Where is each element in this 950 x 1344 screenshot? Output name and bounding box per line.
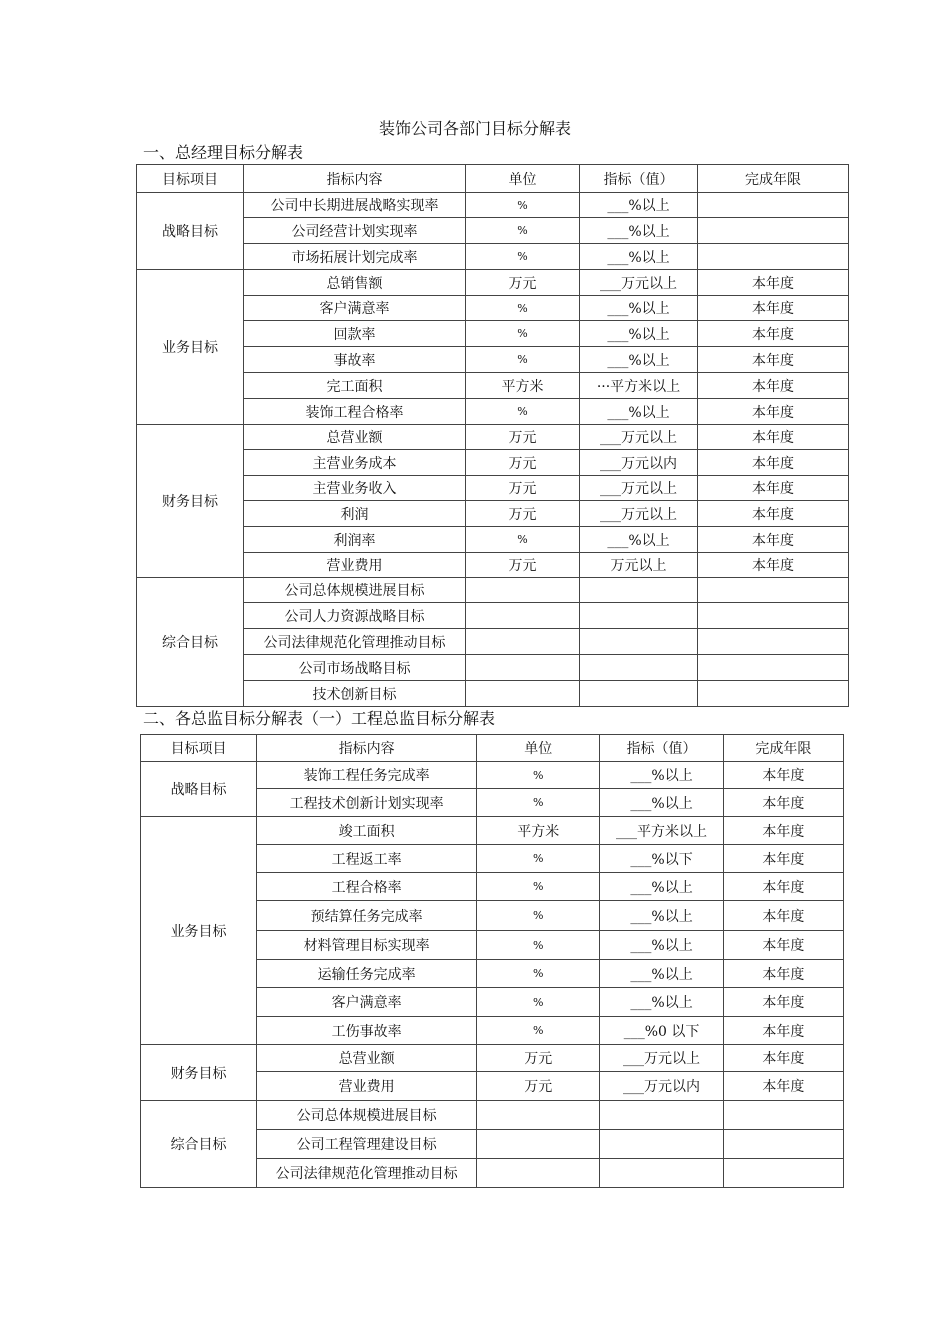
unit-cell — [477, 1130, 600, 1159]
table-header-row — [141, 735, 844, 762]
deadline-cell — [698, 244, 849, 270]
group-name-cell: 综合目标 — [137, 578, 244, 707]
deadline-cell: 本年度 — [723, 960, 843, 988]
deadline-cell: 本年度 — [723, 817, 843, 845]
header-target-item: 目标项目 — [137, 165, 244, 193]
indicator-value-cell: ___万元以上 — [580, 501, 698, 527]
indicator-content-cell: 公司市场战略目标 — [244, 655, 466, 681]
deadline-cell — [698, 578, 849, 603]
indicator-content-cell: 工程返工率 — [257, 845, 477, 873]
deadline-cell — [723, 1159, 843, 1188]
unit-cell: % — [466, 244, 580, 270]
unit-cell: % — [466, 399, 580, 425]
indicator-value-cell: ___万元以内 — [600, 1072, 723, 1101]
unit-cell: 万元 — [477, 1045, 600, 1072]
indicator-value-cell: ___%以上 — [600, 901, 723, 931]
table-row — [141, 762, 844, 789]
indicator-content-cell: 公司总体规模进展目标 — [257, 1101, 477, 1130]
indicator-content-cell: 公司中长期进展战略实现率 — [244, 193, 466, 218]
deadline-cell — [723, 1130, 843, 1159]
deadline-cell: 本年度 — [698, 450, 849, 476]
unit-cell: 万元 — [477, 1072, 600, 1101]
table-row — [137, 450, 849, 476]
table-row — [137, 655, 849, 681]
indicator-content-cell: 利润率 — [244, 527, 466, 553]
indicator-value-cell: ___%以上 — [580, 218, 698, 244]
deadline-cell: 本年度 — [698, 321, 849, 347]
deadline-cell: 本年度 — [723, 1045, 843, 1072]
indicator-content-cell: 工伤事故率 — [257, 1017, 477, 1045]
indicator-value-cell: ___%以上 — [580, 244, 698, 270]
indicator-content-cell: 市场拓展计划完成率 — [244, 244, 466, 270]
unit-cell: % — [477, 762, 600, 789]
deadline-cell: 本年度 — [723, 931, 843, 960]
deadline-cell: 本年度 — [698, 347, 849, 373]
deadline-cell: 本年度 — [698, 553, 849, 578]
indicator-value-cell: ___万元以上 — [580, 270, 698, 296]
deadline-cell: 本年度 — [723, 762, 843, 789]
unit-cell — [466, 681, 580, 707]
table-row — [137, 578, 849, 603]
indicator-value-cell: ___%以上 — [600, 931, 723, 960]
indicator-value-cell: ___%以上 — [580, 527, 698, 553]
table-row — [137, 553, 849, 578]
indicator-value-cell: ___万元以上 — [580, 476, 698, 501]
deadline-cell: 本年度 — [698, 270, 849, 296]
table-row — [137, 193, 849, 218]
indicator-value-cell — [580, 578, 698, 603]
table-header-row — [137, 165, 849, 193]
indicator-content-cell: 公司工程管理建设目标 — [257, 1130, 477, 1159]
deadline-cell: 本年度 — [723, 901, 843, 931]
table-row — [137, 681, 849, 707]
indicator-value-cell: ___%以上 — [580, 296, 698, 321]
group-name-cell: 财务目标 — [141, 1045, 257, 1101]
unit-cell: % — [477, 960, 600, 988]
unit-cell: % — [466, 527, 580, 553]
indicator-content-cell: 总营业额 — [257, 1045, 477, 1072]
unit-cell: 万元 — [466, 476, 580, 501]
indicator-content-cell: 营业费用 — [244, 553, 466, 578]
indicator-content-cell: 装饰工程任务完成率 — [257, 762, 477, 789]
deadline-cell — [698, 603, 849, 629]
indicator-value-cell — [580, 603, 698, 629]
table-row — [137, 527, 849, 553]
indicator-value-cell: ___%以下 — [600, 845, 723, 873]
unit-cell: % — [466, 218, 580, 244]
deadline-cell: 本年度 — [698, 373, 849, 399]
unit-cell: % — [466, 296, 580, 321]
unit-cell: 平方米 — [466, 373, 580, 399]
unit-cell — [466, 603, 580, 629]
indicator-value-cell: ___%以上 — [600, 762, 723, 789]
table-row — [137, 399, 849, 425]
section2-heading: 二、各总监目标分解表（一）工程总监目标分解表 — [143, 709, 496, 728]
deadline-cell — [698, 655, 849, 681]
indicator-value-cell: ___%以上 — [600, 789, 723, 817]
deadline-cell — [698, 681, 849, 707]
table-row — [137, 629, 849, 655]
header-indicator-value: 指标（值） — [600, 735, 723, 762]
group-name-cell: 战略目标 — [141, 762, 257, 817]
indicator-content-cell: 公司法律规范化管理推动目标 — [244, 629, 466, 655]
unit-cell — [477, 1101, 600, 1130]
indicator-content-cell: 主营业务收入 — [244, 476, 466, 501]
table-row — [141, 1101, 844, 1130]
indicator-value-cell: ___%以上 — [600, 960, 723, 988]
unit-cell: % — [477, 1017, 600, 1045]
unit-cell: % — [466, 321, 580, 347]
table-row — [137, 296, 849, 321]
indicator-content-cell: 公司总体规模进展目标 — [244, 578, 466, 603]
header-unit: 单位 — [466, 165, 580, 193]
unit-cell: % — [466, 193, 580, 218]
header-indicator-content: 指标内容 — [244, 165, 466, 193]
deadline-cell: 本年度 — [698, 476, 849, 501]
indicator-value-cell — [600, 1130, 723, 1159]
indicator-value-cell: ___%以上 — [580, 399, 698, 425]
section1-heading: 一、总经理目标分解表 — [143, 143, 304, 162]
deadline-cell — [723, 1101, 843, 1130]
gm-target-table — [136, 164, 849, 707]
unit-cell: % — [477, 873, 600, 901]
indicator-content-cell: 公司法律规范化管理推动目标 — [257, 1159, 477, 1188]
engineering-director-target-table — [140, 734, 844, 1188]
indicator-value-cell: ___万元以上 — [580, 425, 698, 450]
table-row — [137, 501, 849, 527]
group-name-cell: 综合目标 — [141, 1101, 257, 1188]
indicator-value-cell: ___万元以上 — [600, 1045, 723, 1072]
indicator-content-cell: 装饰工程合格率 — [244, 399, 466, 425]
indicator-content-cell: 预结算任务完成率 — [257, 901, 477, 931]
group-name-cell: 战略目标 — [137, 193, 244, 270]
table-row — [137, 244, 849, 270]
table-row — [137, 270, 849, 296]
indicator-content-cell: 总销售额 — [244, 270, 466, 296]
unit-cell: 万元 — [466, 553, 580, 578]
indicator-value-cell: ___万元以内 — [580, 450, 698, 476]
deadline-cell: 本年度 — [723, 1017, 843, 1045]
unit-cell — [466, 629, 580, 655]
unit-cell: 万元 — [466, 501, 580, 527]
deadline-cell: 本年度 — [723, 988, 843, 1017]
header-deadline: 完成年限 — [723, 735, 843, 762]
table-row — [137, 373, 849, 399]
unit-cell: 万元 — [466, 270, 580, 296]
indicator-content-cell: 客户满意率 — [257, 988, 477, 1017]
unit-cell: % — [477, 901, 600, 931]
unit-cell — [466, 655, 580, 681]
indicator-value-cell: ___%以上 — [580, 193, 698, 218]
table-row — [141, 1045, 844, 1072]
deadline-cell: 本年度 — [698, 501, 849, 527]
header-unit: 单位 — [477, 735, 600, 762]
indicator-value-cell — [600, 1101, 723, 1130]
indicator-content-cell: 工程合格率 — [257, 873, 477, 901]
indicator-content-cell: 营业费用 — [257, 1072, 477, 1101]
indicator-content-cell: 回款率 — [244, 321, 466, 347]
deadline-cell: 本年度 — [698, 527, 849, 553]
table-row — [137, 347, 849, 373]
indicator-value-cell — [600, 1159, 723, 1188]
header-deadline: 完成年限 — [698, 165, 849, 193]
indicator-content-cell: 运输任务完成率 — [257, 960, 477, 988]
unit-cell — [477, 1159, 600, 1188]
document-title: 装饰公司各部门目标分解表 — [378, 119, 571, 138]
table-row — [137, 218, 849, 244]
indicator-content-cell: 客户满意率 — [244, 296, 466, 321]
table-row — [137, 476, 849, 501]
deadline-cell — [698, 193, 849, 218]
indicator-content-cell: 事故率 — [244, 347, 466, 373]
deadline-cell: 本年度 — [698, 399, 849, 425]
unit-cell — [466, 578, 580, 603]
table-row — [137, 321, 849, 347]
deadline-cell: 本年度 — [698, 425, 849, 450]
group-name-cell: 业务目标 — [137, 270, 244, 425]
table-row — [141, 817, 844, 845]
indicator-value-cell: ___%0 以下 — [600, 1017, 723, 1045]
unit-cell: % — [477, 931, 600, 960]
unit-cell: 万元 — [466, 425, 580, 450]
indicator-content-cell: 工程技术创新计划实现率 — [257, 789, 477, 817]
indicator-content-cell: 主营业务成本 — [244, 450, 466, 476]
indicator-content-cell: 总营业额 — [244, 425, 466, 450]
header-target-item: 目标项目 — [141, 735, 257, 762]
unit-cell: % — [477, 789, 600, 817]
deadline-cell — [698, 629, 849, 655]
indicator-value-cell: ___平方米以上 — [600, 817, 723, 845]
unit-cell: 平方米 — [477, 817, 600, 845]
table-row — [137, 425, 849, 450]
deadline-cell: 本年度 — [698, 296, 849, 321]
header-indicator-content: 指标内容 — [257, 735, 477, 762]
indicator-value-cell — [580, 629, 698, 655]
deadline-cell: 本年度 — [723, 1072, 843, 1101]
indicator-value-cell: ___%以上 — [580, 347, 698, 373]
deadline-cell: 本年度 — [723, 789, 843, 817]
indicator-content-cell: 竣工面积 — [257, 817, 477, 845]
indicator-value-cell: ___%以上 — [580, 321, 698, 347]
group-name-cell: 业务目标 — [141, 817, 257, 1045]
indicator-content-cell: 技术创新目标 — [244, 681, 466, 707]
deadline-cell — [698, 218, 849, 244]
unit-cell: 万元 — [466, 450, 580, 476]
indicator-content-cell: 材料管理目标实现率 — [257, 931, 477, 960]
deadline-cell: 本年度 — [723, 873, 843, 901]
deadline-cell: 本年度 — [723, 845, 843, 873]
indicator-content-cell: 完工面积 — [244, 373, 466, 399]
indicator-content-cell: 公司经营计划实现率 — [244, 218, 466, 244]
indicator-value-cell: ···平方米以上 — [580, 373, 698, 399]
indicator-content-cell: 公司人力资源战略目标 — [244, 603, 466, 629]
table-row — [137, 603, 849, 629]
indicator-content-cell: 利润 — [244, 501, 466, 527]
indicator-value-cell: 万元以上 — [580, 553, 698, 578]
indicator-value-cell: ___%以上 — [600, 873, 723, 901]
indicator-value-cell — [580, 681, 698, 707]
header-indicator-value: 指标（值） — [580, 165, 698, 193]
unit-cell: % — [477, 988, 600, 1017]
unit-cell: % — [466, 347, 580, 373]
indicator-value-cell — [580, 655, 698, 681]
unit-cell: % — [477, 845, 600, 873]
indicator-value-cell: ___%以上 — [600, 988, 723, 1017]
group-name-cell: 财务目标 — [137, 425, 244, 578]
